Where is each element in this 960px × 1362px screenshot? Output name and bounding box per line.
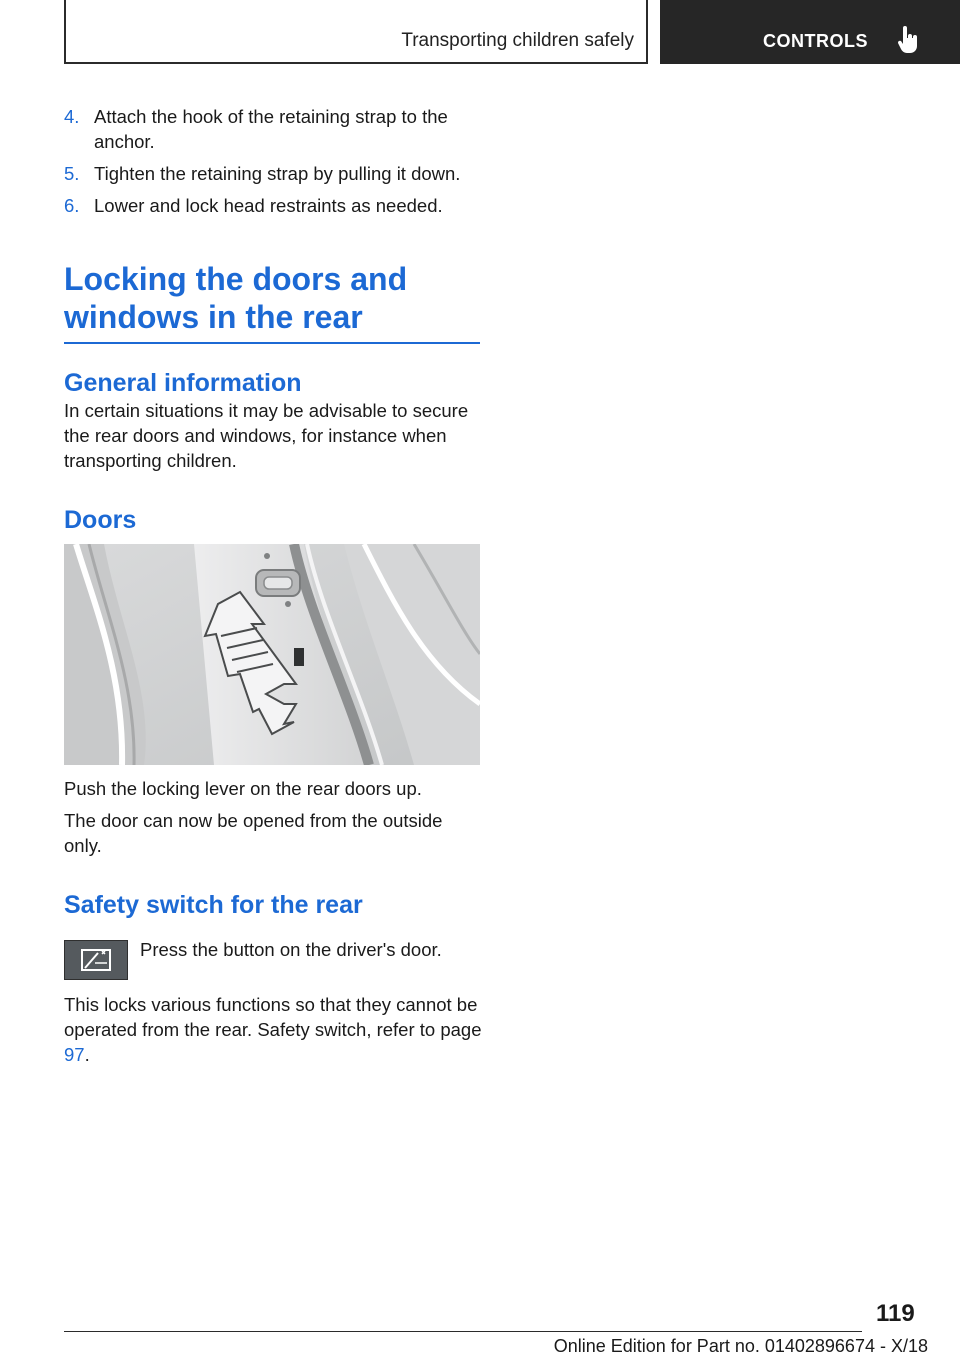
step-number: 6.	[64, 195, 80, 216]
header-section-box	[64, 0, 648, 64]
header-section-title: Transporting children safely	[401, 30, 634, 51]
list-item	[64, 193, 482, 218]
doors-caption-1: Push the locking lever on the rear doors up.	[64, 778, 422, 799]
general-information-heading: General information	[64, 369, 302, 397]
page-number: 119	[876, 1300, 915, 1327]
content-lower	[64, 776, 482, 920]
header-chapter-label: CONTROLS	[763, 31, 868, 51]
footer-edition: Online Edition for Part no. 01402896674 - X/18	[553, 1336, 928, 1356]
door-child-lock-lever-illustration	[64, 544, 480, 765]
list-item	[64, 104, 482, 154]
header-chapter-tab[interactable]	[660, 0, 960, 64]
step-number: 5.	[64, 163, 80, 184]
step-text: Attach the hook of the retaining strap to the anchor.	[94, 106, 448, 152]
safety-button-text: Press the button on the driver's door.	[140, 939, 442, 960]
pointing-hand-icon	[896, 26, 920, 54]
safety-switch-heading: Safety switch for the rear	[64, 891, 363, 919]
page-reference-link[interactable]: 97	[64, 1044, 85, 1065]
safety-body-text: This locks various functions so that they cannot be operated from the rear. Safety switch, refer to page	[64, 994, 482, 1040]
main-content	[64, 104, 482, 535]
window-lock-button-icon	[64, 940, 128, 980]
step-text: Tighten the retaining strap by pulling it down.	[94, 163, 461, 184]
step-number: 4.	[64, 106, 80, 127]
doors-caption-2: The door can now be opened from the outside only.	[64, 810, 443, 856]
safety-body-suffix: .	[84, 1044, 90, 1065]
general-information-body: In certain situations it may be advisable to secure the rear doors and windows, for instance when transporting children.	[64, 400, 469, 471]
footer-divider	[64, 1331, 862, 1332]
list-item	[64, 161, 482, 186]
step-text: Lower and lock head restraints as needed.	[94, 195, 443, 216]
doors-heading: Doors	[64, 506, 137, 534]
section-title: Locking the doors and windows in the rear	[64, 260, 480, 344]
safety-body	[64, 992, 482, 1067]
